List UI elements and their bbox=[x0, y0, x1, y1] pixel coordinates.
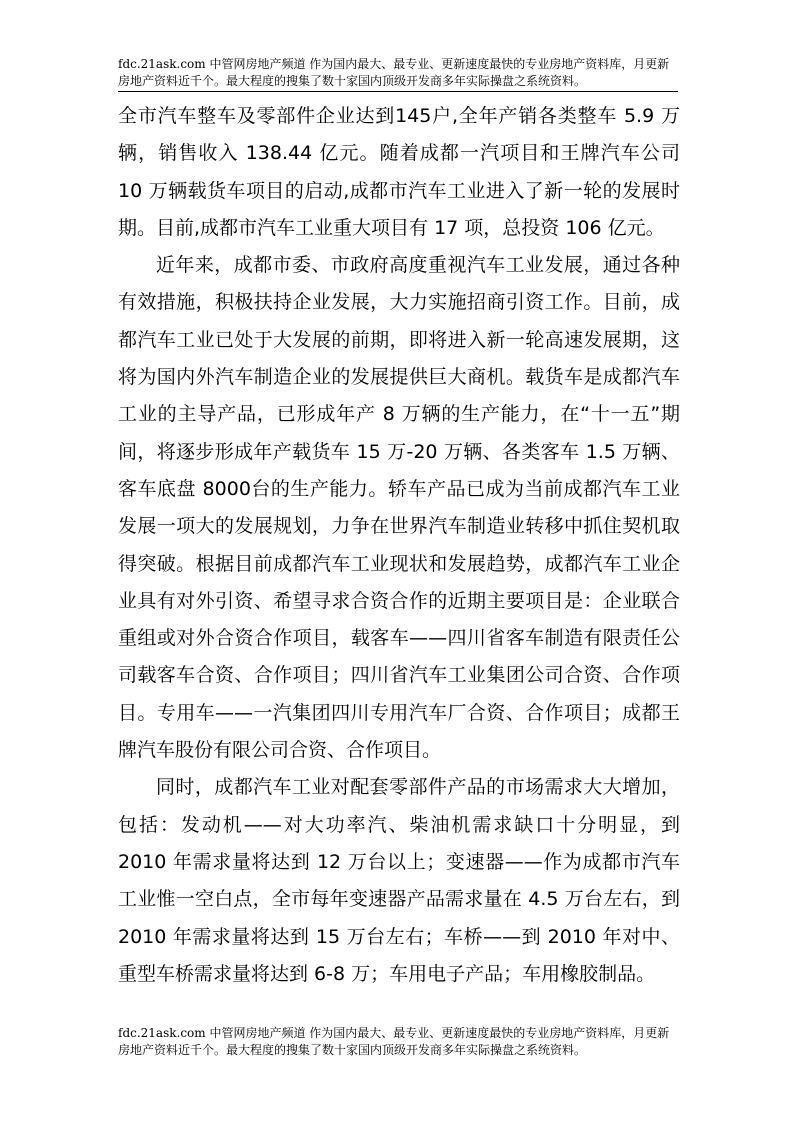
page-header bbox=[118, 56, 678, 92]
paragraph-2: 近年来，成都市委、市政府高度重视汽车工业发展，通过各种有效措施，积极扶持企业发展，大力实施招商引资工作。目前，成都汽车工业已处于大发展的前期，即将进入新一轮高速发展期，这将为国内外汽车制造企业的发展提供巨大商机。载货车是成都汽车工业的主导产品，已形成年产 8 万辆的生产能力，在“十一五”期间，将逐步形成年产载货车 15 万-20 万辆、各类客车 1.5 万辆、客车底盘 8000台的生产能力。轿车产品已成为当前成都汽车工业发展一项大的发展规划，力争在世界汽车制造业转移中抓住契机取得突破。根据目前成都汽车工业现状和发展趋势，成都汽车工业企业具有对外引资、希望寻求合资合作的近期主要项目是：企业联合重组或对外合资合作项目，载客车——四川省客车制造有限责任公司载客车合资、合作项目；四川省汽车工业集团公司合资、合作项目。专用车——一汽集团四川专用汽车厂合资、合作项目；成都王牌汽车股份有限公司合资、合作项目。 bbox=[118, 254, 680, 762]
document-body bbox=[118, 98, 680, 993]
page-footer bbox=[118, 1025, 678, 1059]
paragraph-3: 同时，成都汽车工业对配套零部件产品的市场需求大大增加，包括：发动机——对大功率汽、柴油机需求缺口十分明显，到 2010 年需求量将达到 12 万台以上；变速器——作为成都市汽车工业惟一空白点，全市每年变速器产品需求量在 4.5 万台左右，到 2010 年需求量将达到 15 万台左右；车桥——到 2010 年对中、重型车桥需求量将达到 6-8 万；车用电子产品；车用橡胶制品。 bbox=[118, 776, 680, 985]
paragraph-1: 全市汽车整车及零部件企业达到145户,全年产销各类整车 5.9 万辆，销售收入 138.44 亿元。随着成都一汽项目和王牌汽车公司 10 万辆载货车项目的启动,成都市汽车工业进入了新一轮的发展时期。目前,成都市汽车工业重大项目有 17 项，总投资 106 亿元。 bbox=[118, 105, 680, 239]
footer-text: fdc.21ask.com 中管网房地产频道 作为国内最大、最专业、更新速度最快的专业房地产资料库，月更新房地产资料近千个。最大程度的搜集了数十家国内顶级开发商多年实际操盘之系统资料。 bbox=[118, 1026, 670, 1057]
header-text: fdc.21ask.com 中管网房地产频道 作为国内最大、最专业、更新速度最快的专业房地产资料库，月更新房地产资料近千个。最大程度的搜集了数十家国内顶级开发商多年实际操盘之系统资料。 bbox=[118, 57, 670, 88]
